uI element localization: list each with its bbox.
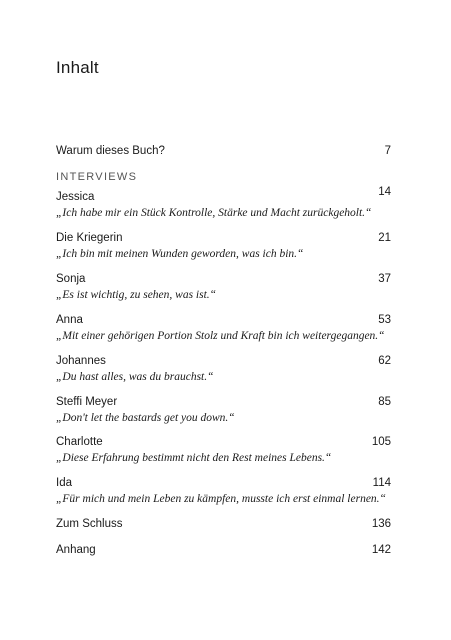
- toc-entry-sonja[interactable]: [56, 272, 391, 303]
- toc-entry-anhang[interactable]: [56, 543, 391, 558]
- toc-page-number: 21: [378, 232, 391, 244]
- toc-page-number: 53: [378, 314, 391, 326]
- toc-entry-warum-dieses-buch[interactable]: [56, 144, 391, 159]
- section-heading-interviews: INTERVIEWS: [56, 171, 138, 183]
- toc-entry-title: Ida: [56, 477, 72, 489]
- toc-entry-title: Sonja: [56, 273, 86, 285]
- toc-entry-zum-schluss[interactable]: [56, 517, 391, 532]
- toc-entry-quote: „Es ist wichtig, zu sehen, was ist.“: [56, 289, 217, 301]
- toc-entry-anna[interactable]: [56, 313, 391, 344]
- toc-entry-quote: „Don't let the bastards get you down.“: [56, 412, 235, 424]
- toc-entry-title: Zum Schluss: [56, 518, 123, 530]
- toc-page-number: 114: [372, 477, 391, 489]
- toc-entry-steffi-meyer[interactable]: [56, 395, 391, 426]
- toc-entry-quote: „Du hast alles, was du brauchst.“: [56, 371, 214, 383]
- toc-entry-die-kriegerin[interactable]: [56, 231, 391, 262]
- toc-page-number: 14: [378, 186, 391, 198]
- toc-entry-title: Warum dieses Buch?: [56, 145, 165, 157]
- toc-page-number: 136: [371, 518, 391, 530]
- toc-page-number: 105: [371, 436, 391, 448]
- toc-entry-quote: „Mit einer gehörigen Portion Stolz und Kraft bin ich weitergegangen.“: [56, 330, 385, 342]
- toc-page-number: 85: [378, 396, 391, 408]
- toc-entry-title: Anna: [56, 314, 83, 326]
- toc-entry-title: Die Kriegerin: [56, 232, 123, 244]
- toc-entry-johannes[interactable]: [56, 354, 391, 385]
- toc-entry-quote: „Diese Erfahrung bestimmt nicht den Rest meines Lebens.“: [56, 452, 332, 464]
- toc-page-number: 142: [371, 544, 391, 556]
- page-title: Inhalt: [56, 58, 99, 77]
- toc-entry-title: Charlotte: [56, 436, 103, 448]
- toc-entry-title: Jessica: [56, 191, 95, 203]
- toc-entry-quote: „Ich habe mir ein Stück Kontrolle, Stärke und Macht zurückgeholt.“: [56, 207, 372, 219]
- toc-entry-title: Anhang: [56, 544, 96, 556]
- toc-page-number: 62: [378, 355, 391, 367]
- toc-entry-quote: „Ich bin mit meinen Wunden geworden, was ich bin.“: [56, 248, 304, 260]
- toc-entry-title: Steffi Meyer: [56, 396, 118, 408]
- toc-entry-quote: „Für mich und mein Leben zu kämpfen, musste ich erst einmal lernen.“: [56, 493, 386, 505]
- toc-entry-title: Johannes: [56, 355, 106, 367]
- toc-entry-charlotte[interactable]: [56, 435, 391, 466]
- toc-page-number: 37: [378, 273, 391, 285]
- toc-entry-jessica[interactable]: [56, 186, 391, 221]
- toc-entry-ida[interactable]: [56, 476, 391, 507]
- toc-page-number: 7: [384, 145, 391, 157]
